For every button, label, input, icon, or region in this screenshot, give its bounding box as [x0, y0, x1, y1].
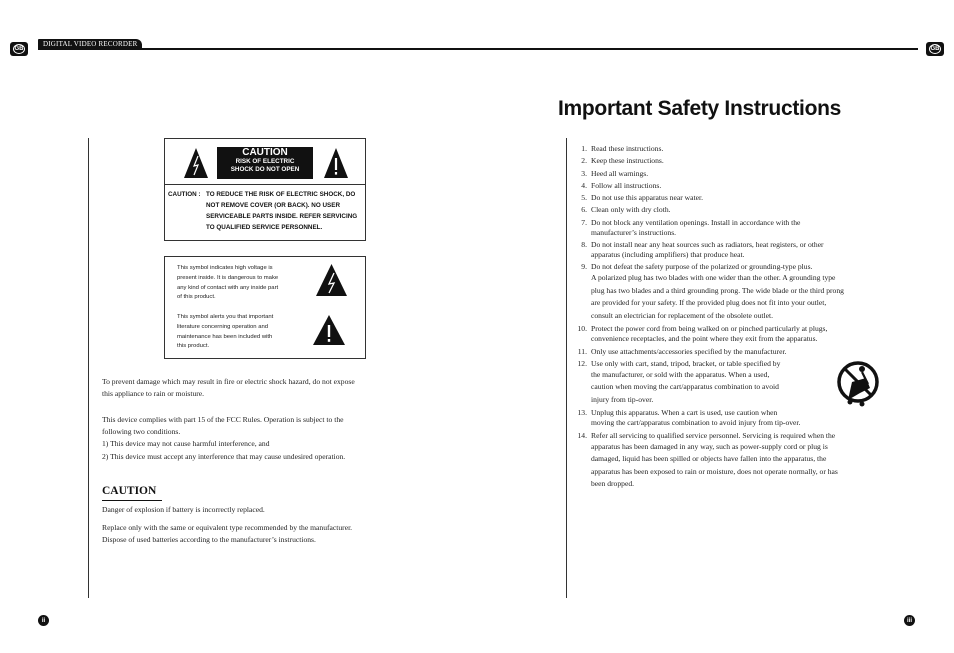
caution-label-line1: RISK OF ELECTRIC — [235, 158, 295, 165]
item-text — [591, 156, 899, 166]
item-number: 8. — [581, 240, 587, 250]
item-text-line: are provided for your safety. If the provided plug does not fit into your outlet, — [591, 298, 827, 308]
item-text — [591, 205, 899, 215]
fcc-statement: This device complies with part 15 of the FCC Rules. Operation is subject to the following two conditions. 1) This device may not cause harmful interference, and 2) This device must accept any interference that may cause undesired operation. — [102, 415, 346, 461]
item-text-line: convenience receptacles, and the point where they exit from the apparatus. — [591, 334, 818, 344]
battery-warning: Danger of explosion if battery is incorrectly replaced. — [102, 505, 265, 514]
caution-line: SERVICEABLE PARTS INSIDE. REFER SERVICING — [206, 213, 358, 220]
lightning-warning-icon — [315, 263, 348, 297]
item-text-line: been dropped. — [591, 478, 635, 488]
caution-line: TO REDUCE THE RISK OF ELECTRIC SHOCK, DO — [206, 191, 356, 198]
caution-label-title: CAUTION — [242, 147, 288, 158]
item-text — [591, 324, 899, 344]
item-text-line: Unplug this apparatus. When a cart is used, use caution when — [591, 408, 778, 418]
item-text-line: Do not block any ventilation openings. Install in accordance with the — [591, 217, 801, 227]
item-number: 1. — [581, 144, 587, 153]
safety-instruction-item — [574, 156, 899, 166]
caution-heading-underline — [102, 500, 162, 501]
safety-instruction-item — [574, 240, 899, 260]
item-text — [591, 240, 899, 260]
item-text-line: Read these instructions. — [591, 144, 664, 153]
lightning-warning-icon — [183, 147, 209, 179]
item-number: 13. — [577, 408, 587, 418]
caution-label — [217, 147, 313, 179]
caution-divider — [165, 184, 365, 185]
caution-label-box — [164, 138, 366, 241]
safety-instruction-list — [574, 144, 899, 490]
item-text-line: plug has two blades and a third grounding prong. The wide blade or the third prong — [591, 285, 844, 295]
left-margin-rule — [88, 138, 89, 598]
item-text-line: moving the cart/apparatus combination to avoid injury from tip-over. — [591, 418, 801, 428]
caution-statement — [168, 189, 363, 233]
item-number: 3. — [581, 168, 587, 178]
item-number: 5. — [581, 193, 587, 203]
item-text-line: apparatus (including amplifiers) that produce heat. — [591, 250, 745, 260]
safety-instruction-item — [574, 181, 899, 191]
item-text — [591, 262, 899, 322]
item-text-line: Do not defeat the safety purpose of the polarized or grounding-type plus. — [591, 262, 813, 272]
safety-instruction-item — [574, 169, 899, 179]
item-number: 10. — [577, 324, 587, 334]
safety-instruction-item — [574, 144, 899, 154]
safety-instruction-item — [574, 347, 899, 357]
important-literature-explanation: This symbol alerts you that important literature concerning operation and maintenance has been included with this product. — [177, 314, 274, 350]
item-text — [591, 144, 899, 154]
safety-instruction-item — [574, 218, 899, 238]
item-number: 9. — [581, 262, 587, 272]
item-text-line: Follow all instructions. — [591, 180, 662, 190]
item-text-line: Only use attachments/accessories specified by the manufacturer. — [591, 346, 787, 356]
battery-replacement-note: Replace only with the same or equivalent type recommended by the manufacturer. Dispose of used batteries according to the manufacturer’s instructions. — [102, 523, 353, 545]
battery-caution-heading: CAUTION — [102, 485, 157, 497]
item-text — [591, 218, 899, 238]
item-text-line: Do not use this apparatus near water. — [591, 193, 703, 203]
language-badge-right: GB — [926, 42, 944, 56]
item-number: 6. — [581, 205, 587, 215]
item-text-line: consult an electrician for replacement of the obsolete outlet. — [591, 310, 773, 320]
item-text-line: Refer all servicing to qualified service personnel. Servicing is required when the — [591, 430, 836, 440]
item-text-line: Keep these instructions. — [591, 156, 664, 166]
header-rule — [38, 48, 918, 50]
item-text — [591, 347, 899, 357]
safety-instruction-item — [574, 408, 899, 428]
caution-line: NOT REMOVE COVER (OR BACK). NO USER — [206, 202, 340, 209]
safety-instruction-item — [574, 431, 899, 491]
item-text-line: Do not install near any heat sources such as radiators, heat registers, or other — [591, 240, 824, 250]
item-text — [591, 408, 899, 428]
item-number: 11. — [577, 346, 587, 356]
page-number-right: iii — [904, 615, 915, 626]
high-voltage-explanation: This symbol indicates high voltage is present inside. It is dangerous to make any kind of contact with any inside part of this product. — [177, 265, 279, 301]
item-text-line: damaged, liquid has been spilled or objects have fallen into the apparatus, the — [591, 454, 827, 464]
exclamation-warning-icon — [312, 314, 346, 346]
safety-instruction-item — [574, 193, 899, 203]
page-number-left: ii — [38, 615, 49, 626]
safety-instruction-item — [574, 262, 899, 322]
cart-tip-over-warning-icon — [836, 360, 880, 408]
item-text-line: Use only with cart, stand, tripod, bracket, or table specified by — [591, 358, 781, 368]
item-text-line: A polarized plug has two blades with one wider than the other. A grounding type — [591, 273, 836, 283]
item-text — [591, 193, 899, 203]
item-text-line: Clean only with dry cloth. — [591, 205, 671, 215]
exclamation-warning-icon — [323, 147, 349, 179]
item-text-line: caution when moving the cart/apparatus combination to avoid — [591, 382, 779, 392]
moisture-warning: To prevent damage which may result in fire or electric shock hazard, do not expose this appliance to rain or moisture. — [102, 377, 355, 399]
right-margin-rule — [566, 138, 567, 598]
caution-label-line2: SHOCK DO NOT OPEN — [230, 166, 300, 173]
item-text-line: apparatus has been exposed to rain or moisture, does not operate normally, or has — [591, 466, 838, 476]
item-text-line: injury from tip-over. — [591, 394, 654, 404]
caution-line: TO QUALIFIED SERVICE PERSONNEL. — [206, 224, 323, 231]
safety-instruction-item — [574, 205, 899, 215]
item-text-line: manufacturer’s instructions. — [591, 227, 677, 237]
item-text-line: Heed all warnings. — [591, 168, 649, 178]
header-tab: DIGITAL VIDEO RECORDER — [38, 39, 142, 49]
item-text — [591, 431, 899, 491]
caution-prefix: CAUTION : — [168, 191, 201, 198]
item-text — [591, 181, 899, 191]
page-title: Important Safety Instructions — [558, 97, 842, 120]
item-number: 2. — [581, 156, 587, 166]
item-number: 4. — [581, 180, 587, 190]
item-number: 7. — [581, 217, 587, 227]
safety-instruction-item — [574, 324, 899, 344]
item-text-line: apparatus has been damaged in any way, such as power-supply cord or plug is — [591, 441, 828, 451]
item-number: 14. — [577, 430, 587, 440]
item-text-line: Protect the power cord from being walked on or pinched particularly at plugs, — [591, 324, 828, 334]
language-badge-left: GB — [10, 42, 28, 56]
symbols-explanation-box — [164, 256, 366, 359]
item-text-line: the manufacturer, or sold with the apparatus. When a used, — [591, 369, 770, 379]
item-text — [591, 169, 899, 179]
item-number: 12. — [577, 358, 587, 368]
